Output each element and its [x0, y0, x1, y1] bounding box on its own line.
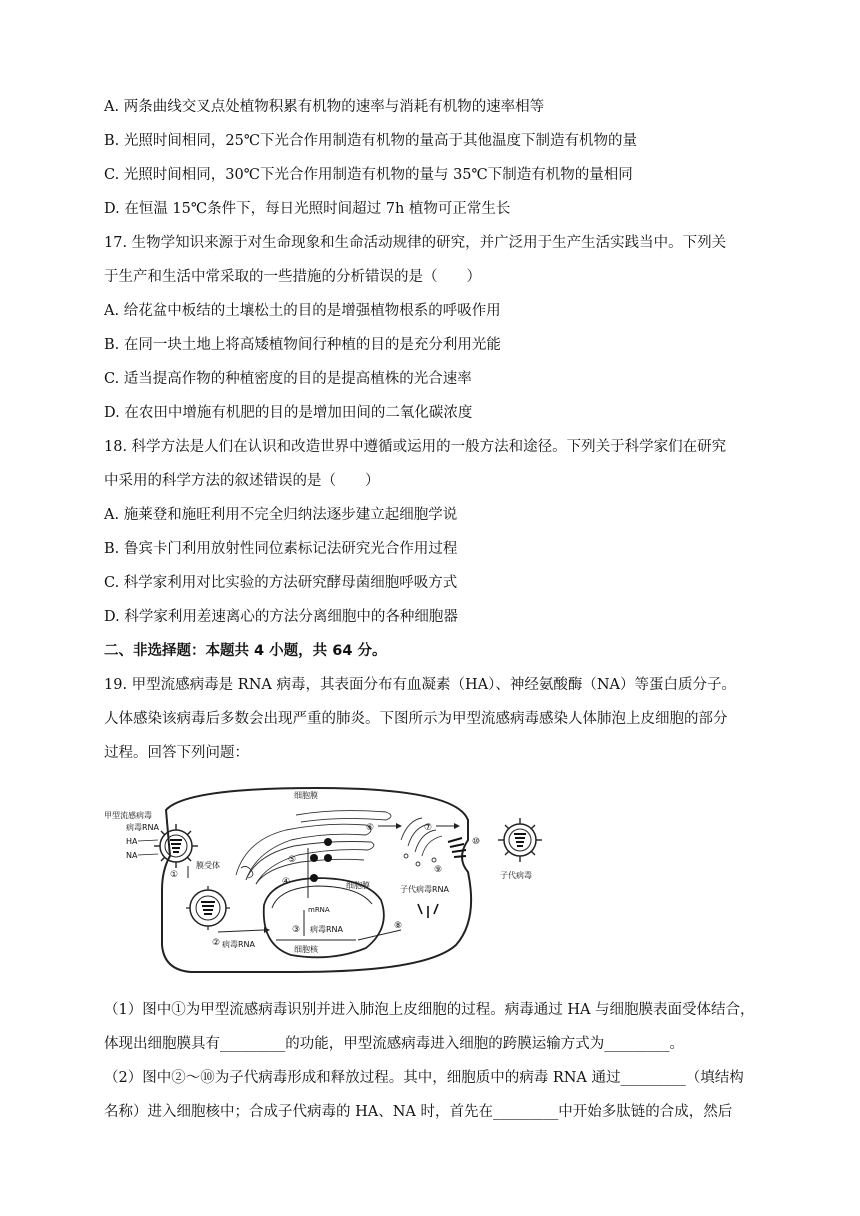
step-2: ②: [212, 938, 221, 948]
option-16a: A. 两条曲线交叉点处植物积累有机物的速率与消耗有机物的速率相等: [104, 99, 545, 115]
step-7: ⑦: [424, 823, 433, 833]
virus-name-label: 甲型流感病毒: [104, 811, 152, 820]
viral-rna-nucleus-label: 病毒RNA: [310, 925, 344, 934]
viral-rna-2-label: 病毒RNA: [222, 940, 256, 949]
endosome-virus-icon: [186, 886, 230, 930]
cell-membrane-top-label: 细胞膜: [294, 791, 318, 800]
step-1: ①: [170, 870, 179, 880]
progeny-virus-label: 子代病毒: [500, 871, 532, 880]
na-label: NA: [126, 851, 138, 860]
mrna-label: mRNA: [308, 906, 330, 914]
question-19-line1: 19. 甲型流感病毒是 RNA 病毒，其表面分布有血凝素（HA）、神经氨酸酶（NA）等蛋白质分子。: [104, 677, 736, 693]
option-17a: A. 给花盆中板结的土壤松土的目的是增强植物根系的呼吸作用: [104, 303, 501, 319]
virus-infection-diagram: [96, 780, 556, 980]
question-18-line1: 18. 科学方法是人们在认识和改造世界中遵循或运用的一般方法和途径。下列关于科学家们在研究: [104, 439, 727, 455]
progeny-virus-icon: [498, 818, 542, 862]
option-16b: B. 光照时间相同，25℃下光合作用制造有机物的量高于其他温度下制造有机物的量: [104, 133, 638, 149]
question-19-line2: 人体感染该病毒后多数会出现严重的肺炎。下图所示为甲型流感病毒感染人体肺泡上皮细胞的部分: [104, 711, 728, 727]
step-5: ⑤: [288, 855, 297, 865]
option-16c: C. 光照时间相同，30℃下光合作用制造有机物的量与 35℃下制造有机物的量相同: [104, 167, 633, 183]
step-8: ⑧: [394, 921, 403, 931]
step-10: ⑩: [472, 837, 481, 847]
nucleus-label: 细胞核: [294, 945, 318, 954]
question-19-line3: 过程。回答下列问题：: [104, 745, 249, 761]
option-17b: B. 在同一块土地上将高矮植物间行种植的目的是充分利用光能: [104, 337, 501, 353]
progeny-rna-label: 子代病毒RNA: [400, 885, 450, 894]
question-17-line2: 于生产和生活中常采取的一些措施的分析错误的是（ ）: [104, 269, 481, 285]
step-3: ③: [292, 925, 301, 935]
virus-rna-label: 病毒RNA: [126, 823, 160, 832]
step-6: ⑥: [366, 823, 375, 833]
step-4: ④: [282, 877, 291, 887]
infecting-virus-icon: [154, 824, 198, 868]
step-9: ⑨: [434, 865, 443, 875]
option-17c: C. 适当提高作物的种植密度的目的是提高植株的光合速率: [104, 371, 472, 387]
option-17d: D. 在农田中增施有机肥的目的是增加田间的二氧化碳浓度: [104, 405, 473, 421]
ha-label: HA: [126, 837, 138, 846]
cell-membrane-inner-label: 细胞膜: [346, 881, 370, 890]
question-17-line1: 17. 生物学知识来源于对生命现象和生命活动规律的研究，并广泛用于生产生活实践当中。下列关: [104, 235, 727, 251]
receptor-label: 膜受体: [196, 861, 220, 870]
section-heading: 二、非选择题：本题共 4 小题，共 64 分。: [104, 643, 387, 659]
question-19-part2-line2: 名称）进入细胞核中；合成子代病毒的 HA、NA 时，首先在_________中开始多肽链的合成，然后: [104, 1104, 733, 1120]
option-18b: B. 鲁宾卡门利用放射性同位素标记法研究光合作用过程: [104, 541, 458, 557]
option-18a: A. 施莱登和施旺利用不完全归纳法逐步建立起细胞学说: [104, 507, 458, 523]
question-19-part1-line1: （1）图中①为甲型流感病毒识别并进入肺泡上皮细胞的过程。病毒通过 HA 与细胞膜表面受体结合，: [104, 1002, 755, 1018]
option-18d: D. 科学家利用差速离心的方法分离细胞中的各种细胞器: [104, 609, 458, 625]
question-19-part1-line2: 体现出细胞膜具有_________的功能，甲型流感病毒进入细胞的跨膜运输方式为_________。: [104, 1036, 684, 1052]
question-18-line2: 中采用的科学方法的叙述错误的是（ ）: [104, 473, 380, 489]
question-19-part2-line1: （2）图中②～⑩为子代病毒形成和释放过程。其中，细胞质中的病毒 RNA 通过_________（填结构: [104, 1070, 744, 1086]
option-18c: C. 科学家利用对比实验的方法研究酵母菌细胞呼吸方式: [104, 575, 458, 591]
option-16d: D. 在恒温 15℃条件下，每日光照时间超过 7h 植物可正常生长: [104, 201, 511, 217]
